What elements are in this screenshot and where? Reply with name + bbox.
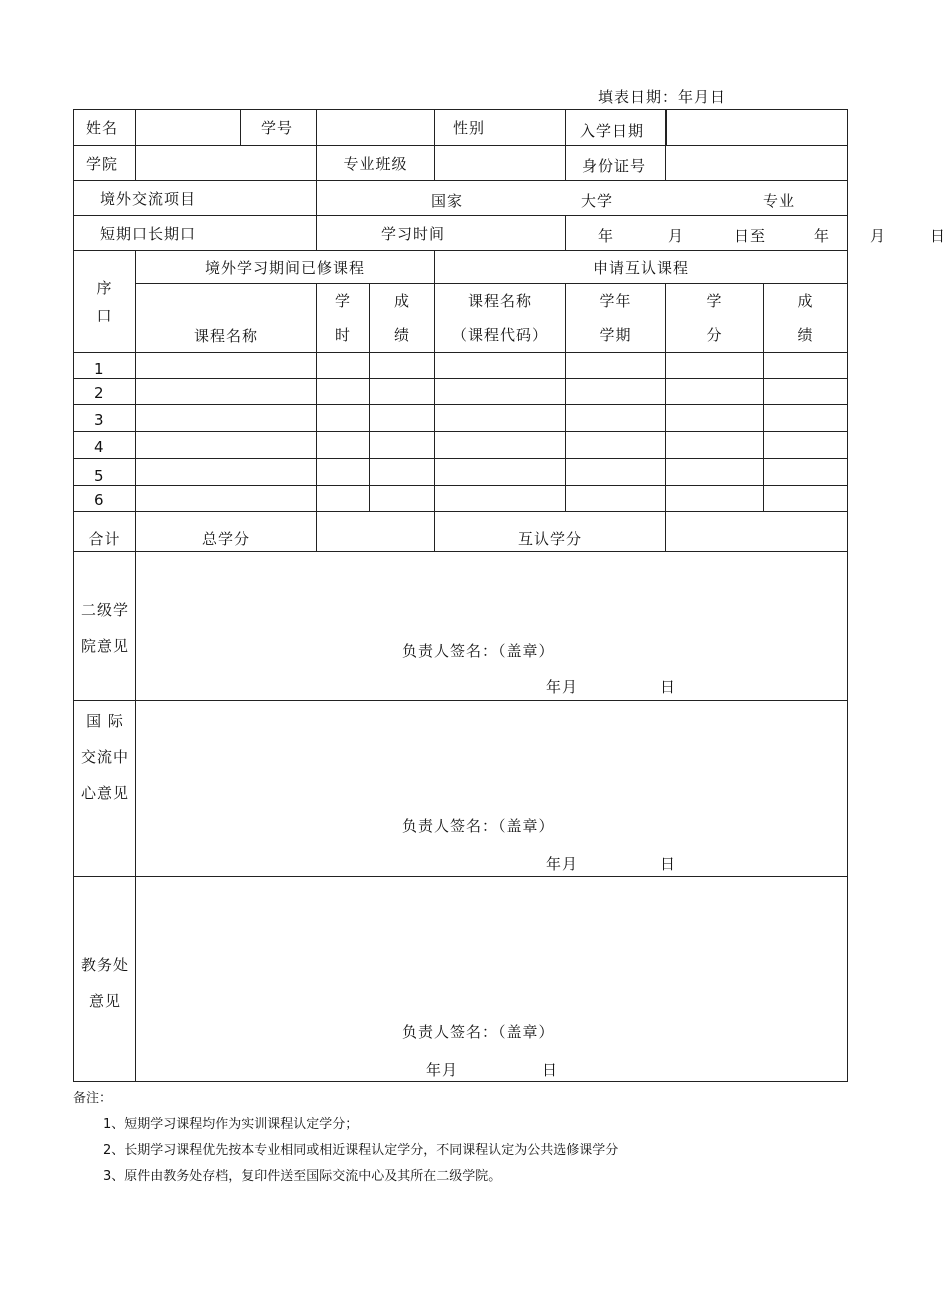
row-number: 1 bbox=[74, 353, 136, 379]
student-id-field[interactable] bbox=[317, 110, 435, 146]
col-course-name: 课程名称 bbox=[136, 284, 317, 353]
year1: 年 bbox=[598, 227, 615, 245]
table-row bbox=[74, 405, 848, 432]
credit-cell[interactable] bbox=[666, 432, 764, 459]
name-field[interactable] bbox=[136, 110, 241, 146]
rgrade-cell[interactable] bbox=[764, 353, 848, 379]
rc-name-cell[interactable] bbox=[435, 379, 566, 405]
month2: 月 bbox=[870, 227, 887, 245]
college-sign: 负责人签名：（盖章） bbox=[402, 642, 555, 660]
label-id-number: 身份证号 bbox=[582, 157, 647, 175]
rgrade-cell[interactable] bbox=[764, 379, 848, 405]
right-group-title: 申请互认课程 bbox=[435, 251, 848, 284]
course-name-cell[interactable] bbox=[136, 379, 317, 405]
row-personal-2 bbox=[74, 146, 848, 181]
hours-cell[interactable] bbox=[317, 486, 370, 512]
intl-year-month: 年月 bbox=[546, 855, 579, 873]
row-number: 4 bbox=[74, 432, 136, 459]
term-cell[interactable] bbox=[566, 432, 666, 459]
col-rc-name-b: （课程代码） bbox=[451, 326, 548, 344]
academic-label-1: 教务处 bbox=[80, 956, 129, 974]
intl-label-3: 心意见 bbox=[80, 784, 129, 802]
col-term bbox=[566, 284, 666, 353]
college-year-month: 年月 bbox=[546, 678, 579, 696]
table-row bbox=[74, 486, 848, 512]
credit-cell[interactable] bbox=[666, 486, 764, 512]
col-credit-a: 学 bbox=[706, 292, 723, 310]
term-cell[interactable] bbox=[566, 459, 666, 486]
rc-name-cell[interactable] bbox=[435, 432, 566, 459]
rgrade-cell[interactable] bbox=[764, 405, 848, 432]
hours-cell[interactable] bbox=[317, 353, 370, 379]
label-enroll-date: 入学日期 bbox=[580, 122, 645, 140]
rgrade-cell[interactable] bbox=[764, 432, 848, 459]
id-number-field[interactable] bbox=[666, 146, 848, 181]
rc-name-cell[interactable] bbox=[435, 459, 566, 486]
label-mutual-credits: 互认学分 bbox=[435, 512, 666, 552]
year2: 年 bbox=[814, 227, 831, 245]
grade-cell[interactable] bbox=[370, 459, 435, 486]
total-credits-field[interactable] bbox=[317, 512, 435, 552]
rgrade-cell[interactable] bbox=[764, 486, 848, 512]
col-rgrade-b: 绩 bbox=[797, 326, 814, 344]
fill-date: 填表日期：年月日 bbox=[598, 88, 727, 106]
row-number: 5 bbox=[74, 459, 136, 486]
month1: 月 bbox=[668, 227, 685, 245]
seq-bottom: 口 bbox=[96, 306, 113, 325]
col-rgrade bbox=[764, 284, 848, 353]
label-university: 大学 bbox=[581, 192, 614, 210]
col-rc-name bbox=[435, 284, 566, 353]
intl-sign: 负责人签名：（盖章） bbox=[402, 817, 555, 835]
academic-opinion-row bbox=[74, 877, 848, 1082]
grade-cell[interactable] bbox=[370, 405, 435, 432]
col-grade-b: 绩 bbox=[393, 326, 410, 344]
label-name: 姓名 bbox=[74, 110, 136, 146]
term-cell[interactable] bbox=[566, 379, 666, 405]
rc-name-cell[interactable] bbox=[435, 353, 566, 379]
intl-label-1: 国 际 bbox=[86, 712, 124, 730]
rgrade-cell[interactable] bbox=[764, 459, 848, 486]
mutual-credits-field[interactable] bbox=[666, 512, 848, 552]
note-item: 1、短期学习课程均作为实训课程认定学分； bbox=[103, 1117, 359, 1132]
credit-cell[interactable] bbox=[666, 353, 764, 379]
term-cell[interactable] bbox=[566, 405, 666, 432]
application-table bbox=[73, 109, 946, 1082]
academic-label-2: 意见 bbox=[88, 992, 121, 1010]
col-term-b: 学期 bbox=[599, 326, 632, 344]
notes-title: 备注： bbox=[73, 1091, 113, 1106]
table-row bbox=[74, 353, 848, 379]
label-project: 境外交流项目 bbox=[74, 181, 317, 216]
hours-cell[interactable] bbox=[317, 459, 370, 486]
academic-opinion-field[interactable] bbox=[136, 877, 848, 1082]
grade-cell[interactable] bbox=[370, 432, 435, 459]
credit-cell[interactable] bbox=[666, 459, 764, 486]
col-hours bbox=[317, 284, 370, 353]
enroll-date-field[interactable] bbox=[666, 110, 847, 145]
course-group-header bbox=[74, 251, 848, 284]
col-hours-a: 学 bbox=[334, 292, 351, 310]
id-label-cell bbox=[566, 146, 666, 181]
course-name-cell[interactable] bbox=[136, 353, 317, 379]
hours-cell[interactable] bbox=[317, 432, 370, 459]
notes bbox=[73, 1086, 618, 1190]
seq-header bbox=[74, 251, 136, 353]
academic-year-month: 年月 bbox=[426, 1061, 459, 1079]
rc-name-cell[interactable] bbox=[435, 405, 566, 432]
intl-opinion-row bbox=[74, 701, 848, 877]
intl-day: 日 bbox=[660, 855, 677, 873]
credit-cell[interactable] bbox=[666, 379, 764, 405]
term-cell[interactable] bbox=[566, 486, 666, 512]
table-row bbox=[74, 432, 848, 459]
rc-name-cell[interactable] bbox=[435, 486, 566, 512]
row-number: 3 bbox=[74, 405, 136, 432]
label-college: 学院 bbox=[74, 146, 136, 181]
college-opinion-label bbox=[74, 552, 136, 701]
seq-top: 序 bbox=[96, 278, 113, 297]
table-row bbox=[74, 379, 848, 405]
col-credit bbox=[666, 284, 764, 353]
course-name-cell[interactable] bbox=[136, 405, 317, 432]
label-study-time: 学习时间 bbox=[317, 216, 566, 251]
course-column-header bbox=[74, 284, 848, 353]
grade-cell[interactable] bbox=[370, 353, 435, 379]
course-name-cell[interactable] bbox=[136, 432, 317, 459]
college-field[interactable] bbox=[136, 146, 317, 181]
intl-label-2: 交流中 bbox=[80, 748, 129, 766]
intl-opinion-label bbox=[74, 701, 136, 877]
course-name-cell[interactable] bbox=[136, 459, 317, 486]
term-type-checkboxes[interactable]: 短期口长期口 bbox=[74, 216, 317, 251]
label-total-credits: 总学分 bbox=[136, 512, 317, 552]
college-label-1: 二级学 bbox=[80, 601, 129, 619]
study-time-field[interactable] bbox=[566, 216, 946, 251]
table-row bbox=[74, 459, 848, 486]
project-field[interactable] bbox=[317, 181, 848, 216]
row-project bbox=[74, 181, 848, 216]
course-name-cell[interactable] bbox=[136, 486, 317, 512]
label-major: 专业 bbox=[763, 192, 796, 210]
col-grade bbox=[370, 284, 435, 353]
label-country: 国家 bbox=[431, 192, 464, 210]
college-opinion-field[interactable] bbox=[136, 552, 848, 701]
major-class-field[interactable] bbox=[435, 146, 566, 181]
row-number: 6 bbox=[74, 486, 136, 512]
label-student-id: 学号 bbox=[241, 110, 317, 146]
label-major-class: 专业班级 bbox=[317, 146, 435, 181]
academic-day: 日 bbox=[542, 1061, 559, 1079]
label-gender: 性别 bbox=[435, 110, 566, 146]
note-item: 2、长期学习课程优先按本专业相同或相近课程认定学分，不同课程认定为公共选修课学分 bbox=[103, 1143, 619, 1158]
academic-sign: 负责人签名：（盖章） bbox=[402, 1023, 555, 1041]
col-rgrade-a: 成 bbox=[797, 292, 814, 310]
academic-opinion-label bbox=[74, 877, 136, 1082]
note-item: 3、原件由教务处存档，复印件送至国际交流中心及其所在二级学院。 bbox=[103, 1169, 502, 1184]
college-day: 日 bbox=[660, 678, 677, 696]
left-group-title: 境外学习期间已修课程 bbox=[136, 251, 435, 284]
col-rc-name-a: 课程名称 bbox=[467, 292, 532, 310]
college-label-2: 院意见 bbox=[80, 637, 129, 655]
col-grade-a: 成 bbox=[393, 292, 410, 310]
hours-cell[interactable] bbox=[317, 405, 370, 432]
totals-row bbox=[74, 512, 848, 552]
day-to: 日至 bbox=[734, 227, 767, 245]
grade-cell[interactable] bbox=[370, 379, 435, 405]
intl-opinion-field[interactable] bbox=[136, 701, 848, 877]
enroll-date-wrap bbox=[580, 110, 848, 146]
term-cell[interactable] bbox=[566, 353, 666, 379]
row-number: 2 bbox=[74, 379, 136, 405]
col-hours-b: 时 bbox=[334, 326, 351, 344]
label-sum: 合计 bbox=[74, 512, 136, 552]
grade-cell[interactable] bbox=[370, 486, 435, 512]
col-credit-b: 分 bbox=[706, 326, 723, 344]
credit-cell[interactable] bbox=[666, 405, 764, 432]
college-opinion-row bbox=[74, 552, 848, 701]
row-study-time bbox=[74, 216, 848, 251]
row-personal-1 bbox=[74, 110, 848, 146]
col-term-a: 学年 bbox=[599, 292, 632, 310]
hours-cell[interactable] bbox=[317, 379, 370, 405]
day2: 日 bbox=[930, 227, 946, 245]
